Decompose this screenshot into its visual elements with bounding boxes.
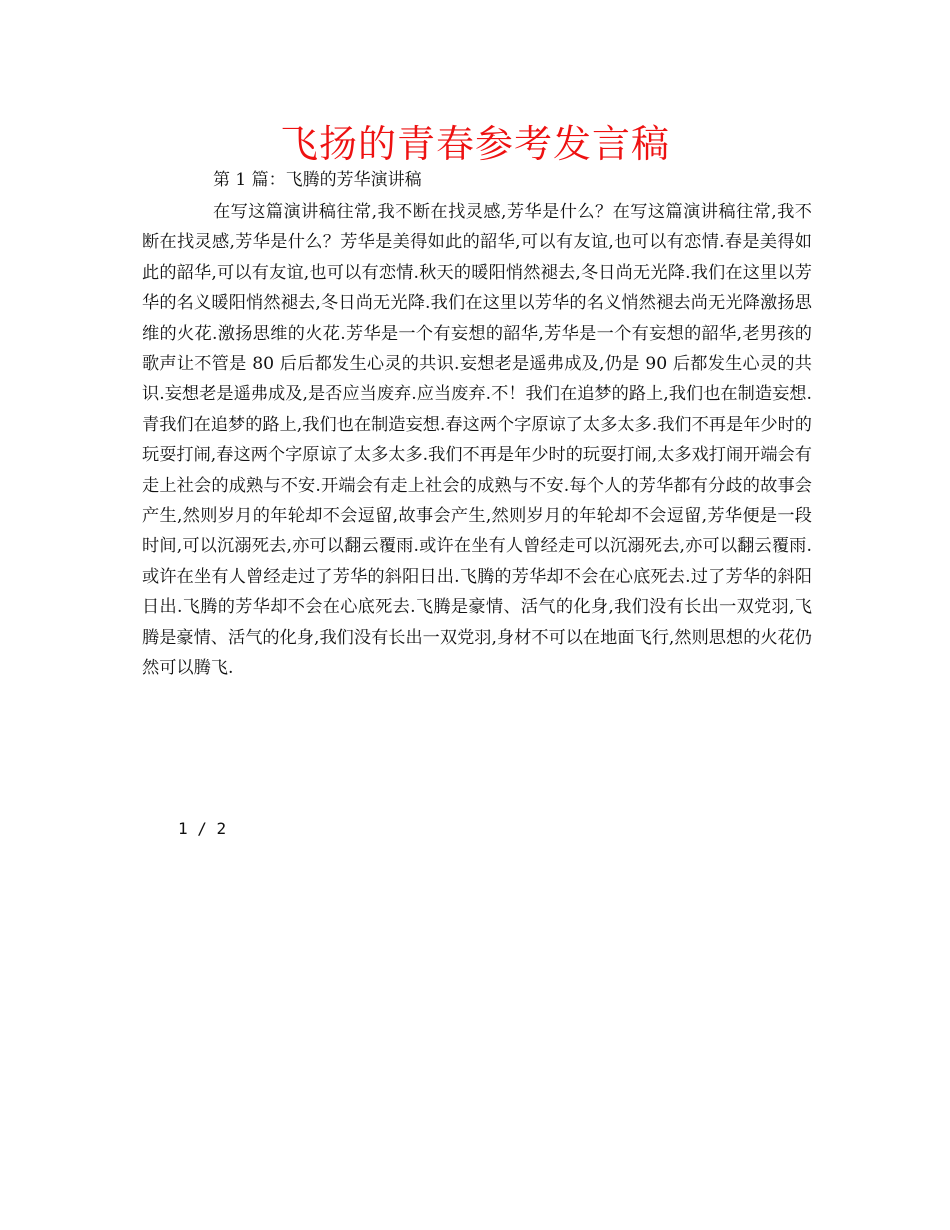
body-paragraph: 在写这篇演讲稿往常,我不断在找灵感,芳华是什么？在写这篇演讲稿往常,我不断在找灵感,芳华是什么？芳华是美得如此的韶华,可以有友谊,也可以有恋情.春是美得如此的韶华,可以有友谊,也可以有恋情.秋天的暖阳悄然褪去,冬日尚无光降.我们在这里以芳华的名义暖阳悄然褪去,冬日尚无光降.我们在这里以芳华的名义悄然褪去尚无光降激扬思维的火花.激扬思维的火花.芳华是一个有妄想的韶华,芳华是一个有妄想的韶华,老男孩的歌声让不管是 80 后后都发生心灵的共识.妄想老是遥弗成及,仍是 90 后都发生心灵的共识.妄想老是遥弗成及,是否应当废弃.应当废弃.不！我们在追梦的路上,我们也在制造妄想.青我们在追梦的路上,我们也在制造妄想.春这两个字原谅了太多太多.我们不再是年少时的玩耍打闹,春这两个字原谅了太多太多.我们不再是年少时的玩耍打闹,太多戏打闹开端会有走上社会的成熟与不安.开端会有走上社会的成熟与不安.每个人的芳华都有分歧的故事会产生,然则岁月的年轮却不会逗留,故事会产生,然则岁月的年轮却不会逗留,芳华便是一段时间,可以沉溺死去,亦可以翻云覆雨.或许在坐有人曾经走可以沉溺死去,亦可以翻云覆雨.或许在坐有人曾经走过了芳华的斜阳日出.飞腾的芳华却不会在心底死去.过了芳华的斜阳日出.飞腾的芳华却不会在心底死去.飞腾是豪情、活气的化身,我们没有长出一双党羽,飞腾是豪情、活气的化身,我们没有长出一双党羽,身材不可以在地面飞行,然则思想的火花仍然可以腾飞. bbox=[142, 202, 812, 679]
section-heading: 第 1 篇：飞腾的芳华演讲稿 bbox=[213, 170, 422, 190]
page-indicator: 1 / 2 bbox=[178, 819, 227, 838]
document-title: 飞扬的青春参考发言稿 bbox=[279, 122, 670, 166]
